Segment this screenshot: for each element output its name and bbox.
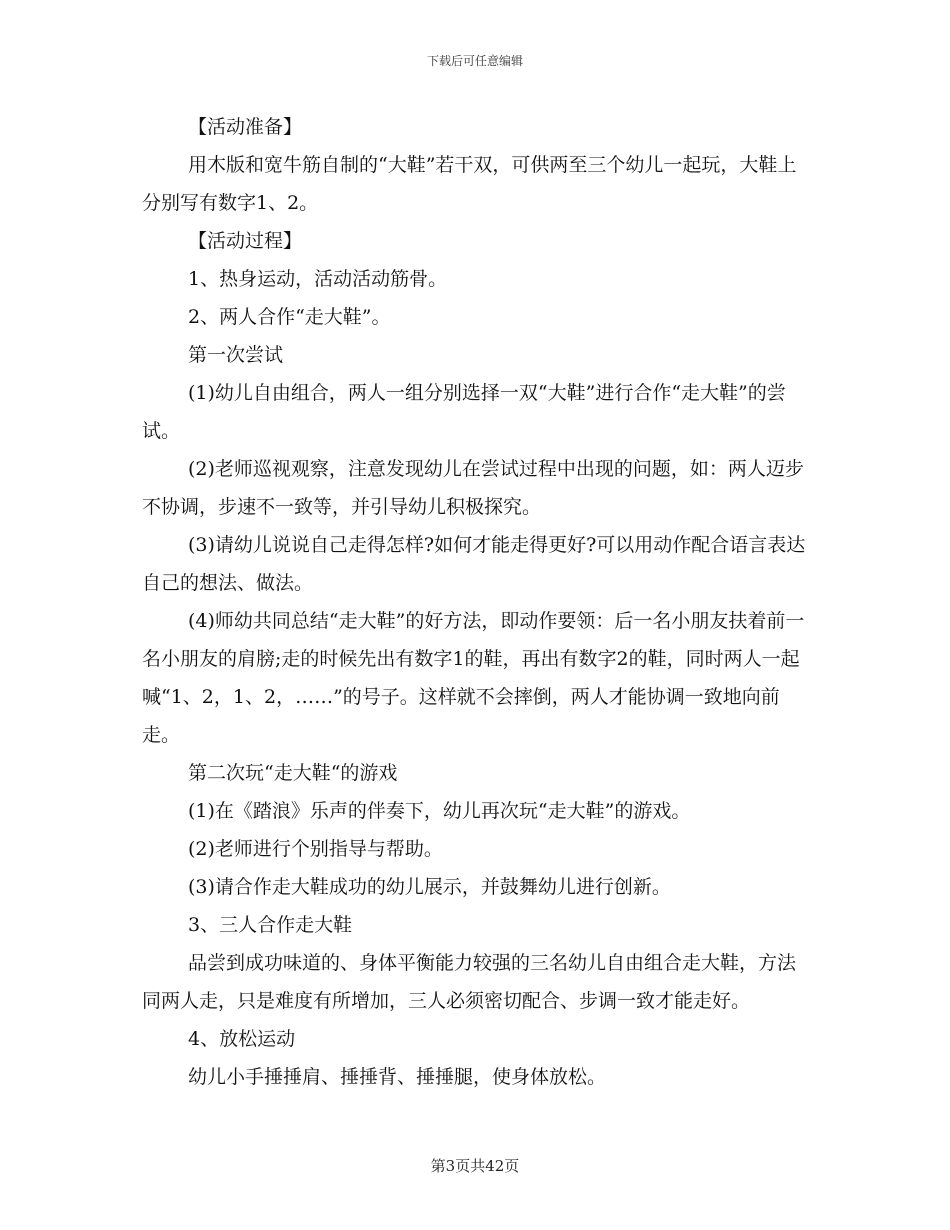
- second-play-item-1: (1)在《踏浪》乐声的伴奏下，幼儿再次玩“走大鞋”的游戏。: [188, 800, 691, 822]
- document-body: [142, 108, 812, 1096]
- paragraph-relax: 幼儿小手捶捶肩、捶捶背、捶捶腿，使身体放松。: [188, 1066, 607, 1088]
- section-heading-preparation: 【活动准备】: [188, 116, 303, 138]
- step-1-warmup: 1、热身运动，活动活动筋骨。: [188, 268, 448, 290]
- step-2-pair-walk: 2、两人合作“走大鞋”。: [188, 306, 391, 328]
- page-footer-page-number: 第3页共42页: [430, 1157, 520, 1175]
- subheading-second-play: 第二次玩“走大鞋“的游戏: [188, 762, 398, 784]
- first-try-item-3: (3)请幼儿说说自己走得怎样?如何才能走得更好?可以用动作配合语言表达自己的想法、做法。: [142, 534, 806, 594]
- first-try-item-2: (2)老师巡视观察，注意发现幼儿在尝试过程中出现的问题，如：两人迈步不协调，步速不一致等，并引导幼儿积极探究。: [142, 458, 804, 518]
- first-try-item-4: (4)师幼共同总结“走大鞋”的好方法，即动作要领：后一名小朋友扶着前一名小朋友的肩膀;走的时候先出有数字1的鞋，再出有数字2的鞋，同时两人一起喊“1、2，1、2，……”的号子。这样就不会摔倒，两人才能协调一致地向前走。: [142, 610, 805, 746]
- paragraph-preparation-materials: 用木版和宽牛筋自制的“大鞋”若干双，可供两至三个幼儿一起玩，大鞋上分别写有数字1、2。: [142, 154, 797, 214]
- subheading-first-try: 第一次尝试: [188, 344, 284, 366]
- page-header: 下载后可任意编辑: [426, 54, 523, 68]
- step-4-relax: 4、放松运动: [188, 1028, 296, 1050]
- second-play-item-2: (2)老师进行个别指导与帮助。: [188, 838, 443, 860]
- first-try-item-1: (1)幼儿自由组合，两人一组分别选择一双“大鞋”进行合作“走大鞋”的尝试。: [142, 382, 786, 442]
- second-play-item-3: (3)请合作走大鞋成功的幼儿展示，并鼓舞幼儿进行创新。: [188, 876, 671, 898]
- paragraph-trio-walk: 品尝到成功味道的、身体平衡能力较强的三名幼儿自由组合走大鞋，方法同两人走，只是难度有所增加，三人必须密切配合、步调一致才能走好。: [142, 952, 797, 1012]
- section-heading-process: 【活动过程】: [188, 230, 303, 252]
- step-3-trio-walk: 3、三人合作走大鞋: [188, 914, 353, 936]
